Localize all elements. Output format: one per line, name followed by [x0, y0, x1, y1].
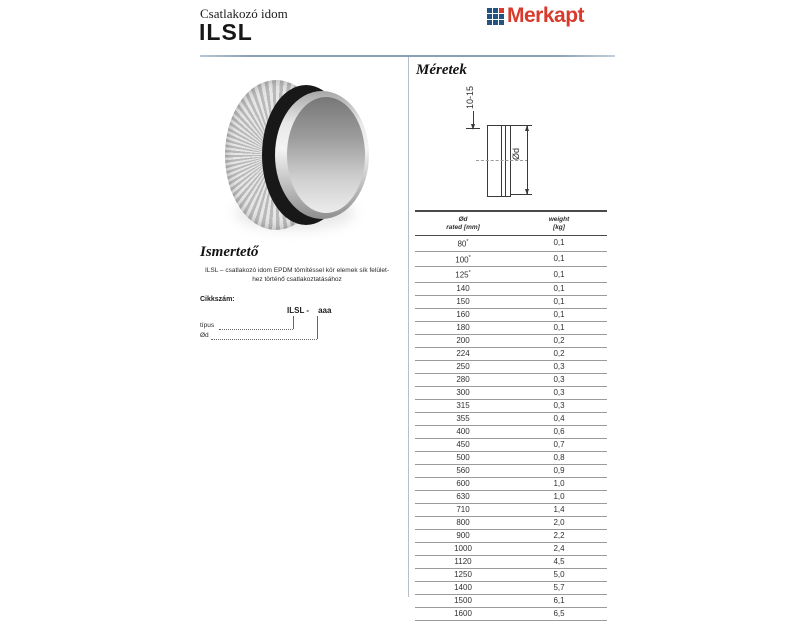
weight-cell: 2,0 [511, 516, 607, 529]
diameter-dimension-label: Ød [511, 148, 521, 161]
size-cell: 300 [415, 386, 511, 399]
diameter-dimension-line [527, 126, 528, 194]
table-row [415, 282, 607, 295]
weight-cell: 2,4 [511, 542, 607, 555]
table-row [415, 347, 607, 360]
table-row [415, 555, 607, 568]
table-row [415, 267, 607, 283]
size-cell: 500 [415, 451, 511, 464]
size-cell: 1120 [415, 555, 511, 568]
article-number-code [287, 306, 331, 315]
size-cell: 224 [415, 347, 511, 360]
weight-cell: 0,3 [511, 386, 607, 399]
table-row [415, 412, 607, 425]
article-code-suffix: aaa [318, 306, 332, 315]
weight-cell: 6,1 [511, 594, 607, 607]
leader-drop-diameter [317, 316, 318, 339]
table-row [415, 399, 607, 412]
depth-extension-tick [466, 128, 480, 129]
size-cell: 280 [415, 373, 511, 386]
diameter-arrowhead-bottom-icon [525, 189, 529, 195]
size-cell: 560 [415, 464, 511, 477]
size-table-body [415, 236, 607, 621]
weight-cell: 0,1 [511, 321, 607, 334]
weight-column-header: weight [kg] [511, 211, 607, 236]
size-cell: 630 [415, 490, 511, 503]
table-row [415, 438, 607, 451]
size-cell: 180 [415, 321, 511, 334]
size-cell: 800 [415, 516, 511, 529]
table-row [415, 516, 607, 529]
size-cell: 125* [415, 267, 511, 283]
weight-cell: 1,4 [511, 503, 607, 516]
merkapt-logo [487, 4, 584, 28]
weight-cell: 0,3 [511, 373, 607, 386]
weight-cell: 0,8 [511, 451, 607, 464]
size-cell: 1250 [415, 568, 511, 581]
table-row [415, 251, 607, 267]
barrel-interior [287, 97, 365, 213]
weight-cell: 6,5 [511, 607, 607, 620]
table-row [415, 451, 607, 464]
table-row [415, 295, 607, 308]
table-row [415, 542, 607, 555]
table-row [415, 529, 607, 542]
size-cell: 1600 [415, 607, 511, 620]
depth-arrowhead-icon [471, 124, 475, 130]
leader-drop-type [293, 316, 294, 329]
weight-cell: 0,1 [511, 236, 607, 252]
weight-cell: 1,0 [511, 490, 607, 503]
weight-cell: 1,0 [511, 477, 607, 490]
table-row [415, 334, 607, 347]
description-line2: hez történő csatlakoztatásához [252, 276, 342, 283]
size-cell: 140 [415, 282, 511, 295]
legend-type-label: típus [200, 322, 215, 329]
weight-cell: 0,1 [511, 267, 607, 283]
diameter-arrowhead-top-icon [525, 125, 529, 131]
weight-cell: 2,2 [511, 529, 607, 542]
weight-cell: 0,1 [511, 295, 607, 308]
table-row [415, 594, 607, 607]
size-cell: 710 [415, 503, 511, 516]
weight-cell: 0,4 [511, 412, 607, 425]
weight-cell: 5,0 [511, 568, 607, 581]
leader-line-type [219, 329, 293, 331]
table-row [415, 360, 607, 373]
leader-line-diameter [211, 339, 317, 341]
weight-cell: 0,2 [511, 334, 607, 347]
weight-cell: 4,5 [511, 555, 607, 568]
size-cell: 600 [415, 477, 511, 490]
table-row [415, 386, 607, 399]
size-cell: 315 [415, 399, 511, 412]
section-title-meretek: Méretek [416, 62, 467, 78]
size-table-header [415, 211, 607, 236]
size-cell: 80* [415, 236, 511, 252]
size-cell: 355 [415, 412, 511, 425]
weight-cell: 0,2 [511, 347, 607, 360]
size-cell: 150 [415, 295, 511, 308]
product-description [192, 266, 402, 284]
size-cell: 200 [415, 334, 511, 347]
depth-dimension-label: 10-15 [465, 86, 475, 110]
product-code-title: ILSL [199, 19, 253, 45]
size-cell: 100* [415, 251, 511, 267]
size-cell: 160 [415, 308, 511, 321]
size-weight-table [415, 210, 607, 621]
weight-cell: 0,3 [511, 360, 607, 373]
size-cell: 900 [415, 529, 511, 542]
size-cell: 400 [415, 425, 511, 438]
table-row [415, 503, 607, 516]
logo-wordmark: Merkapt [507, 4, 585, 27]
legend-diameter-label: Ød [200, 332, 209, 339]
weight-cell: 0,6 [511, 425, 607, 438]
article-number-label: Cikkszám: [200, 296, 235, 303]
product-photo [225, 76, 373, 234]
table-row [415, 581, 607, 594]
table-row [415, 373, 607, 386]
size-cell: 450 [415, 438, 511, 451]
weight-cell: 0,3 [511, 399, 607, 412]
weight-cell: 0,1 [511, 282, 607, 295]
weight-cell: 0,9 [511, 464, 607, 477]
size-cell: 1000 [415, 542, 511, 555]
weight-cell: 5,7 [511, 581, 607, 594]
size-cell: 1500 [415, 594, 511, 607]
table-row [415, 490, 607, 503]
table-row [415, 308, 607, 321]
table-row [415, 568, 607, 581]
table-row [415, 477, 607, 490]
size-cell: 1400 [415, 581, 511, 594]
description-line1: ILSL – csatlakozó idom EPDM tömítéssel kör elemek sík felület- [205, 267, 389, 274]
diameter-column-header: Ød rated [mm] [415, 211, 511, 236]
size-cell: 250 [415, 360, 511, 373]
logo-grid-icon [487, 8, 504, 25]
table-row [415, 607, 607, 620]
table-row [415, 321, 607, 334]
weight-cell: 0,1 [511, 308, 607, 321]
product-category: Csatlakozó idom [200, 6, 288, 21]
centerline [476, 160, 528, 162]
column-divider [408, 57, 409, 597]
weight-cell: 0,1 [511, 251, 607, 267]
weight-cell: 0,7 [511, 438, 607, 451]
table-row [415, 464, 607, 477]
table-row [415, 425, 607, 438]
table-row [415, 236, 607, 252]
section-title-ismerteto: Ismertető [200, 244, 259, 260]
article-code-prefix: ILSL - [287, 306, 310, 315]
